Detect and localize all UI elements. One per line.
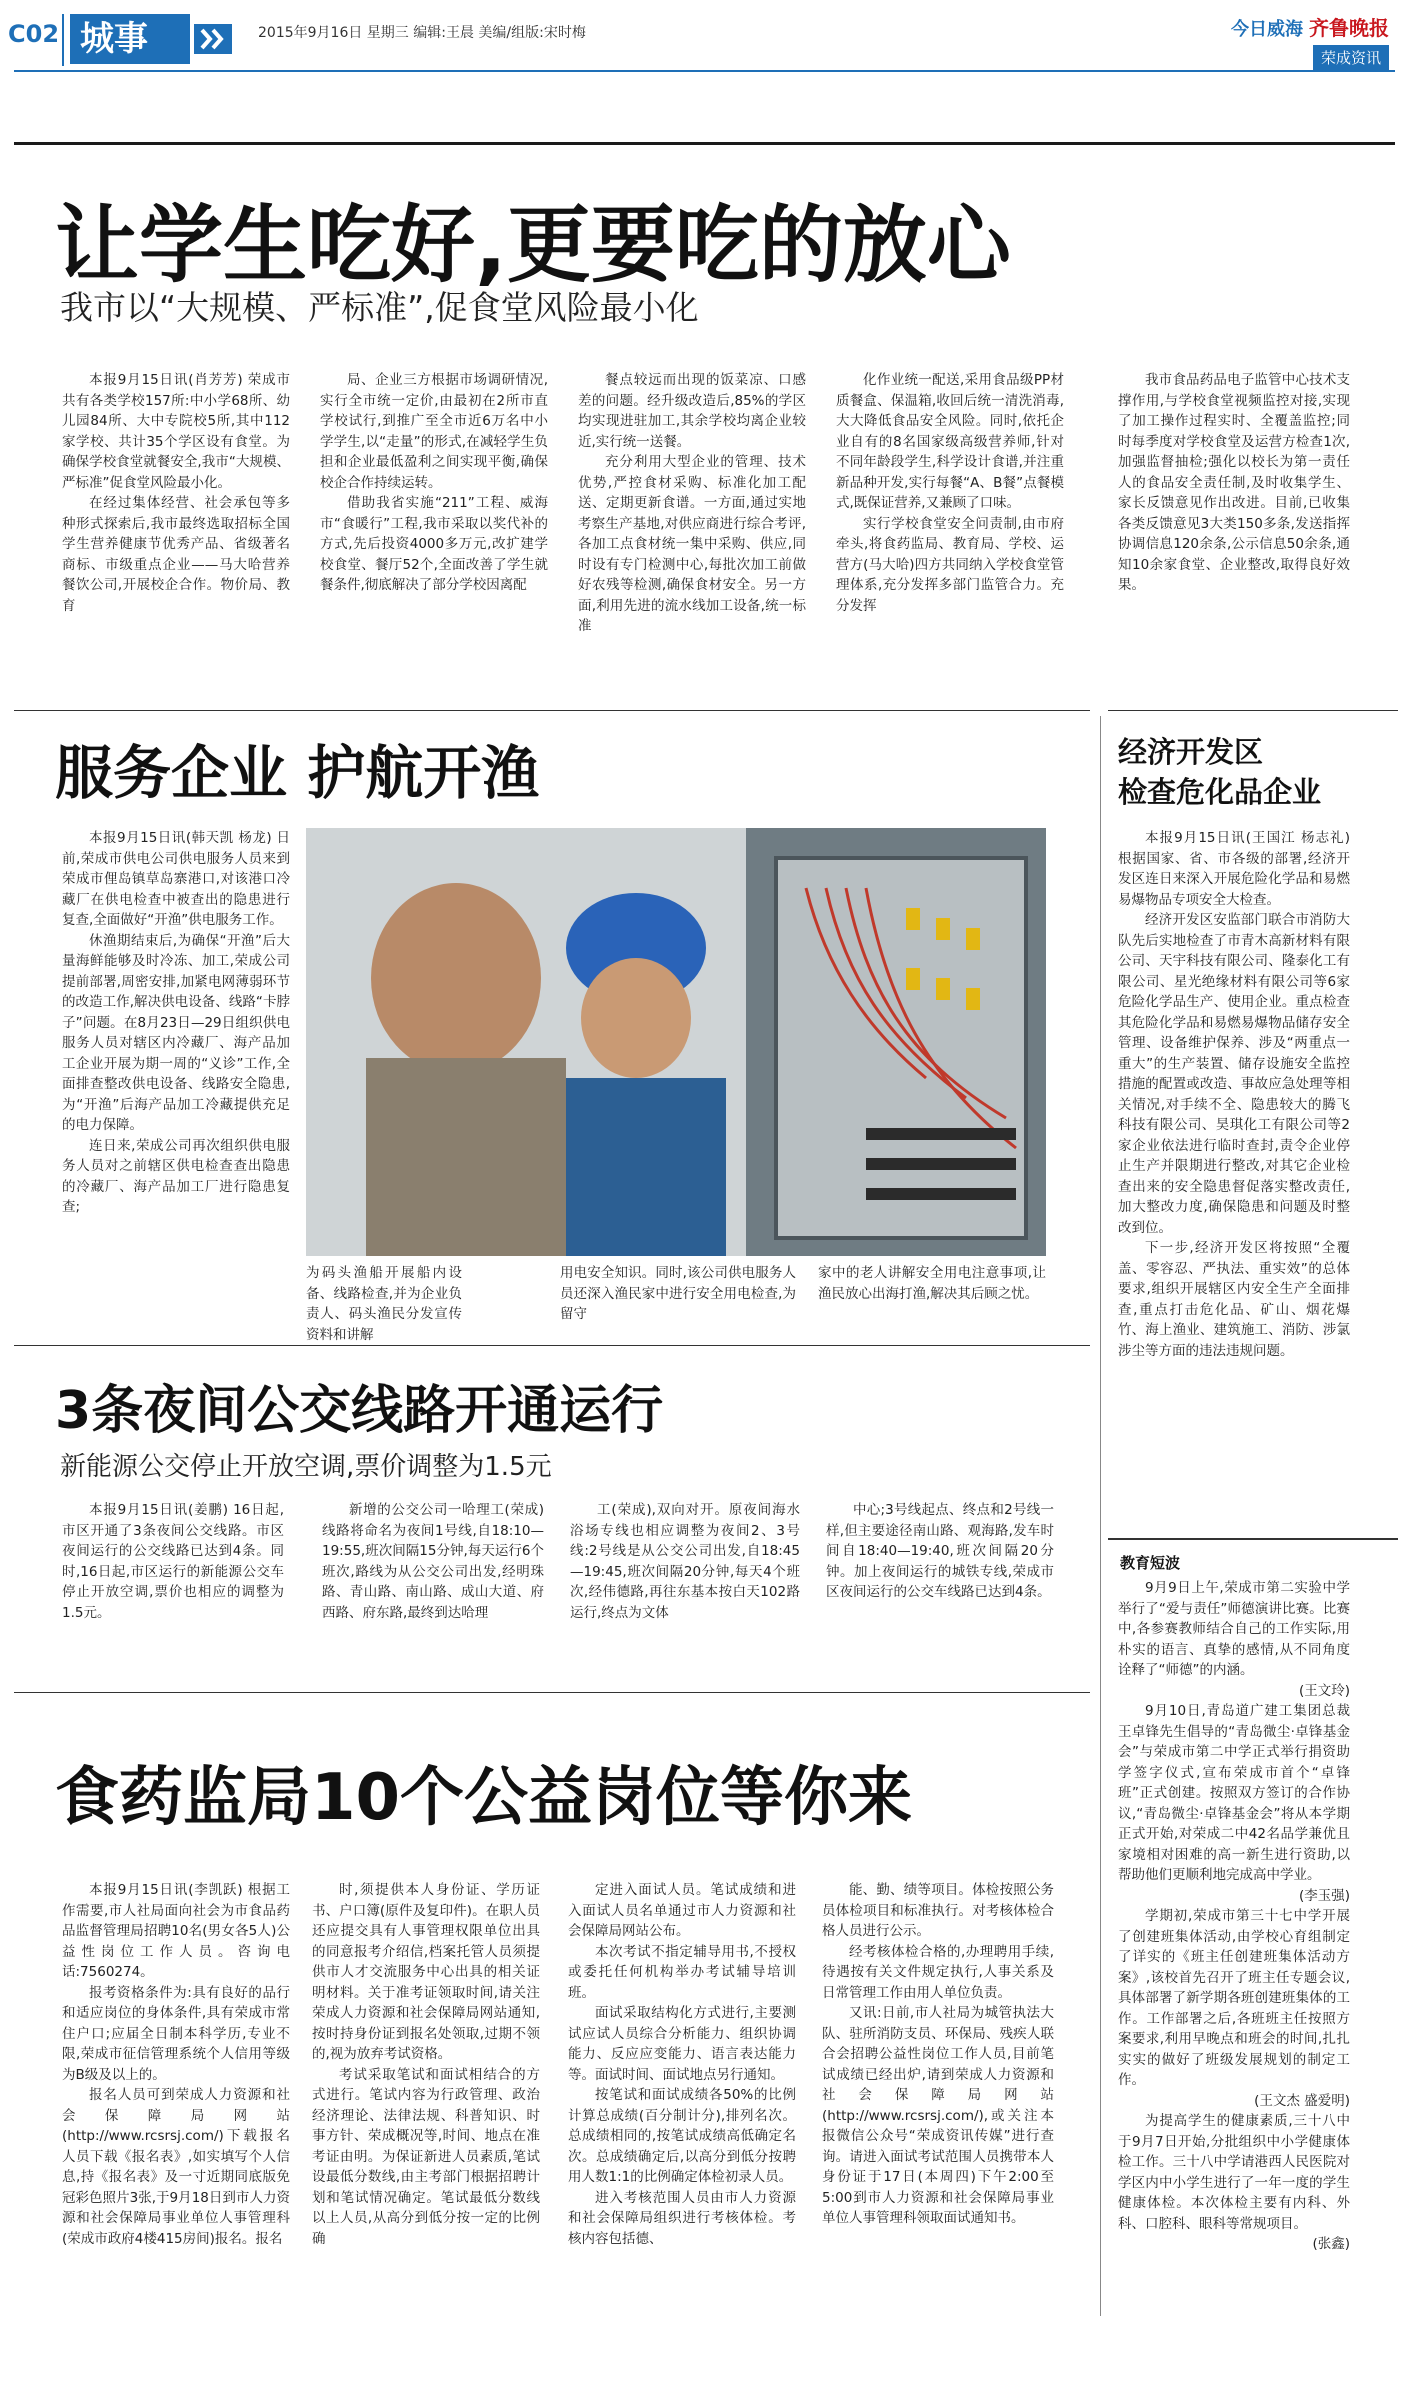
double-chevron-icon (194, 24, 232, 54)
brief-author: (王文玲) (1298, 1682, 1350, 1699)
brief-author: (张鑫) (1312, 2236, 1350, 2252)
article3-column-3: 工(荣成),双向对开。原夜间海水浴场专线也相应调整为夜间2、3号线:2号线是从公交公司出发,自18:45—19:45,班次间隔20分钟,每天4个班次,经伟德路,再往东基本按白天102路运行,终点为文体 (570, 1502, 800, 1621)
brand-left: 今日威海 (1231, 19, 1303, 40)
page-number: C02 (8, 20, 60, 48)
article1-column-2: 局、企业三方根据市场调研情况,实行全市统一定价,由最初在2所市直学校试行,到推广至全市近6万名中小学学生,以“走量”的形式,在减轻学生负担和企业最低盈利之间实现平衡,确保校企合作持续运转。 借助我省实施“211”工程、威海市“食暖行”工程,我市采取以奖代补的方式,先后投资4000多万元,改扩建学校食堂、餐厅52个,全面改善了学生就餐条件,彻底解决了部分学校因离配 (320, 372, 548, 593)
article4-column-1: 本报9月15日讯(李凯跃) 根据工作需要,市人社局面向社会为市食品药品监督管理局招聘10名(男女各5人)公益性岗位工作人员。咨询电话:7560274。 报考资格条件为:具有良好的品行和适应岗位的身体条件,具有荣成市常住户口;应届全日制本科学历,专业不限,荣成市征信管理系统个人信用等级为B级及以上的。 报名人员可到荣成人力资源和社会保障局网站(http://www.rcsrsj.com/)下载报名人员下载《报名表》,如实填写个人信息,持《报名表》及一寸近期同底版免冠彩色照片3张,于9月18日到市人力资源和社会保障局事业单位人事管理科(荣成市政府4楼415房间)报名。报名 (62, 1882, 290, 2247)
brief-item: 9月10日,青岛道广建工集团总裁王卓锋先生倡导的“青岛微尘·卓锋基金会”与荣成市第二中学正式举行捐资助学签字仪式,宣布荣成市首个“卓锋班”正式创建。按照双方签订的合作协议,“青岛微尘·卓锋基金会”将从本学期正式开始,对荣成二中42名品学兼优且家境相对困难的高一新生进行资助,以帮助他们更顺利地完成高中学业。 (1118, 1703, 1350, 1883)
header-divider (62, 14, 64, 66)
photo-caption-2: 用电安全知识。同时,该公司供电服务人员还深入渔民家中进行安全用电检查,为留守 (560, 1265, 796, 1322)
article1-subtitle: 我市以“大规模、严标准”,促食堂风险最小化 (60, 288, 699, 327)
article1-column-1: 本报9月15日讯(肖芳芳) 荣成市共有各类学校157所:中小学68所、幼儿园84所、大中专院校5所,其中112家学校、共计35个学区设有食堂。为确保学校食堂就餐安全,我市“大规模、严标准”促食堂风险最小化。 在经过集体经营、社会承包等多种形式探索后,我市最终选取招标全国学生营养健康节优秀产品、省级著名商标、市级重点企业——马大哈营养餐饮公司,开展校企合作。物价局、教育 (62, 372, 290, 614)
brand-sub: 荣成资讯 (1313, 45, 1389, 70)
section-label: 城事 (70, 14, 190, 64)
briefs-top-rule (1108, 1538, 1398, 1540)
article3-column-4: 中心;3号线起点、终点和2号线一样,但主要途径南山路、观海路,发车时间自18:40—19:40,班次间隔20分钟。加上夜间运行的城铁专线,荣成市区夜间运行的公交车线路已达到4条。 (826, 1502, 1054, 1600)
sidebar1-body: 本报9月15日讯(王国江 杨志礼) 根据国家、省、市各级的部署,经济开发区连日来深入开展危险化学品和易燃易爆物品专项安全大检查。 经济开发区安监部门联合市消防大队先后实地检查了市青木高新材料有限公司、天宇科技有限公司、隆泰化工有限公司、星光绝缘材料有限公司等6家危险化学品生产、使用企业。重点检查其危险化学品和易燃易爆物品储存安全管理、设备维护保养、涉及“两重点一重大”的生产装置、储存设施安全监控措施的配置或改造、事故应急处理等相关情况,对手续不全、隐患较大的腾飞科技有限公司、昊琪化工有限公司等2家企业依法进行临时查封,责令企业停止生产并限期进行整改,对其它企业检查出来的安全隐患督促落实整改责任,加大整改力度,确保隐患和问题及时整改到位。 下一步,经济开发区将按照“全覆盖、零容忍、严执法、重实效”的总体要求,组织开展辖区内安全生产全面排查,重点打击危化品、矿山、烟花爆竹、海上渔业、建筑施工、消防、涉氯涉尘等方面的违法违规问题。 (1118, 830, 1350, 1359)
article4-column-4: 能、勤、绩等项目。体检按照公务员体检项目和标准执行。对考核体检合格人员进行公示。 经考核体检合格的,办理聘用手续,待遇按有关文件规定执行,人事关系及日常管理工作由用人单位负责。 又讯:日前,市人社局为城管执法大队、驻所消防支员、环保局、残疾人联合会招聘公益性岗位工作人员,目前笔试成绩已经出炉,请到荣成人力资源和社会保障局网站(http://www.rcsrsj.com/),或关注本报微信公众号“荣成资讯传媒”进行查询。请进入面试考试范围人员携带本人身份证于17日(本周四)下午2:00至5:00到市人力资源和社会保障局事业单位人事管理科领取面试通知书。 (822, 1882, 1054, 2226)
divider-side-1 (1108, 710, 1398, 711)
article3-column-1: 本报9月15日讯(姜鹏) 16日起,市区开通了3条夜间公交线路。市区夜间运行的公交线路已达到4条。同时,16日起,市区运行的新能源公交车停止开放空调,票价也相应的调整为1.5元。 (62, 1502, 284, 1621)
brief-item: 9月9日上午,荣成市第二实验中学举行了“爱与责任”师德演讲比赛。比赛中,各参赛教师结合自己的工作实际,用朴实的语言、真挚的感情,从不同角度诠释了“师德”的内涵。 (1118, 1580, 1350, 1678)
brief-item: 学期初,荣成市第三十七中学开展了创建班集体活动,由学校心育组制定了详实的《班主任创建班集体活动方案》,该校首先召开了班主任专题会议,具体部署了新学期各班创建班集体的工作。工作部署之后,各班班主任按照方案要求,利用早晚点和班会的时间,扎扎实实的做好了班级发展规划的制定工作。 (1118, 1908, 1350, 2088)
article3-title: 3条夜间公交线路开通运行 (55, 1381, 664, 1441)
article2-title: 服务企业 护航开渔 (55, 739, 540, 807)
article1-column-4: 化作业统一配送,采用食品级PP材质餐盒、保温箱,收回后统一清洗消毒,大大降低食品安全风险。同时,依托企业自有的8名国家级高级营养师,针对不同年龄段学生,科学设计食谱,并注重新品种开发,实行每餐“A、B餐”点餐模式,既保证营养,又兼顾了口味。 实行学校食堂安全问责制,由市府牵头,将食药监局、教育局、学校、运营方(马大哈)四方共同纳入学校食堂管理体系,充分发挥多部门监管合力。充分发挥 (836, 372, 1064, 614)
brand-right: 齐鲁晚报 (1309, 16, 1389, 40)
article1-column-5: 我市食品药品电子监管中心技术支撑作用,与学校食堂视频监控对接,实现了加工操作过程实时、全覆盖监控;同时每季度对学校食堂及运营方检查1次,加强监督抽检;强化以校长为第一责任人的食品安全责任制,及时收集学生、家长反馈意见作出改进。目前,已收集各类反馈意见3大类150多条,发送指挥协调信息120余条,公示信息50余条,通知10余家食堂、企业整改,取得良好效果。 (1118, 372, 1350, 593)
article1-column-3: 餐点较远而出现的饭菜凉、口感差的问题。经升级改造后,85%的学区均实现进驻加工,其余学校均离企业较近,实行统一送餐。 充分利用大型企业的管理、技术优势,严控食材采购、标准化加工配送、定期更新食谱。一方面,通过实地考察生产基地,对供应商进行综合考评,各加工点食材统一集中采购、供应,同时设有专门检测中心,每批次加工前做好农残等检测,确保食材安全。另一方面,利用先进的流水线加工设备,统一标准 (578, 372, 806, 634)
brief-item: 为提高学生的健康素质,三十八中于9月7日开始,分批组织中小学健康体检工作。三十八中学请港西人民医院对学区内中小学生进行了一年一度的学生健康体检。本次体检主要有内科、外科、口腔科、眼科等常规项目。 (1118, 2113, 1350, 2232)
photo-caption-1: 为码头渔船开展船内设备、线路检查,并为企业负责人、码头渔民分发宣传资料和讲解 (306, 1265, 462, 1343)
divider-1 (14, 710, 1090, 711)
article2-photo (306, 828, 1046, 1256)
sidebar-divider (1100, 716, 1101, 2316)
divider-2 (14, 1345, 1090, 1346)
issue-meta: 2015年9月16日 星期三 编辑:王晨 美编/组版:宋时梅 (258, 25, 586, 41)
briefs-body (1118, 1578, 1350, 2378)
masthead-brand (1231, 12, 1389, 70)
header-rule (14, 70, 1395, 72)
photo-caption-3: 家中的老人讲解安全用电注意事项,让渔民放心出海打渔,解决其后顾之忧。 (818, 1265, 1046, 1302)
brief-author: (李玉强) (1298, 1887, 1350, 1904)
article2-column-1: 本报9月15日讯(韩天凯 杨龙) 日前,荣成市供电公司供电服务人员来到荣成市俚岛镇草岛寨港口,对该港口冷藏厂在供电检查中被查出的隐患进行复查,全面做好“开渔”供电服务工作。 休渔期结束后,为确保“开渔”后大量海鲜能够及时冷冻、加工,荣成公司提前部署,周密安排,加紧电网薄弱环节的改造工作,解决供电设备、线路“卡脖子”问题。在8月23日—29日组织供电服务人员对辖区内冷藏厂、海产品加工企业开展为期一周的“义诊”工作,全面排查整改供电设备、线路安全隐患,为“开渔”后海产品加工冷藏提供充足的电力保障。 连日来,荣成公司再次组织供电服务人员对之前辖区供电检查查出隐患的冷藏厂、海产品加工厂进行隐患复查; (62, 830, 290, 1215)
article4-title: 食药监局10个公益岗位等你来 (55, 1761, 913, 1835)
article4-column-3: 定进入面试人员。笔试成绩和进入面试人员名单通过市人力资源和社会保障局网站公布。 本次考试不指定辅导用书,不授权或委托任何机构举办考试辅导培训班。 面试采取结构化方式进行,主要测试应试人员综合分析能力、组织协调能力、反应应变能力、语言表达能力等。面试时间、面试地点另行通知。 按笔试和面试成绩各50%的比例计算总成绩(百分制计分),排列名次。总成绩相同的,按笔试成绩高低确定名次。总成绩确定后,以高分到低分按聘用人数1:1的比例确定体检初录人员。 进入考核范围人员由市人力资源和社会保障局组织进行考核体检。考核内容包括德、 (568, 1882, 796, 2247)
article3-subtitle: 新能源公交停止开放空调,票价调整为1.5元 (60, 1452, 552, 1482)
briefs-label: 教育短波 (1120, 1554, 1181, 1572)
divider-3 (14, 1692, 1090, 1693)
top-rule (14, 142, 1395, 145)
article4-column-2: 时,须提供本人身份证、学历证书、户口簿(原件及复印件)。在职人员还应提交具有人事管理权限单位出具的同意报考介绍信,档案托管人员须提供市人才交流服务中心出具的相关证明材料。关于准考证领取时间,请关注荣成人力资源和社会保障局网站通知,按时持身份证到报名处领取,过期不领的,视为放弃考试资格。 考试采取笔试和面试相结合的方式进行。笔试内容为行政管理、政治经济理论、法律法规、科普知识、时事方针、荣成概况等,时间、地点在准考证由明。为保证新进人员素质,笔试设最低分数线,由主考部门根据招聘计划和笔试情况确定。笔试最低分数线以上人员,从高分到低分按一定的比例确 (312, 1882, 540, 2247)
photo-electricians-inspecting-panel (306, 828, 1046, 1256)
brief-author: (王文杰 盛爱明) (1254, 2092, 1350, 2109)
article3-column-2: 新增的公交公司一哈理工(荣成)线路将命名为夜间1号线,自18:10—19:55,班次间隔15分钟,每天运行6个班次,路线为从公交公司出发,经明珠路、青山路、南山路、成山大道、府西路、府东路,最终到达哈理 (322, 1502, 544, 1621)
sidebar1-title: 经济开发区 检查危化品企业 (1118, 735, 1322, 809)
article1-title: 让学生吃好,更要吃的放心 (55, 196, 1011, 294)
